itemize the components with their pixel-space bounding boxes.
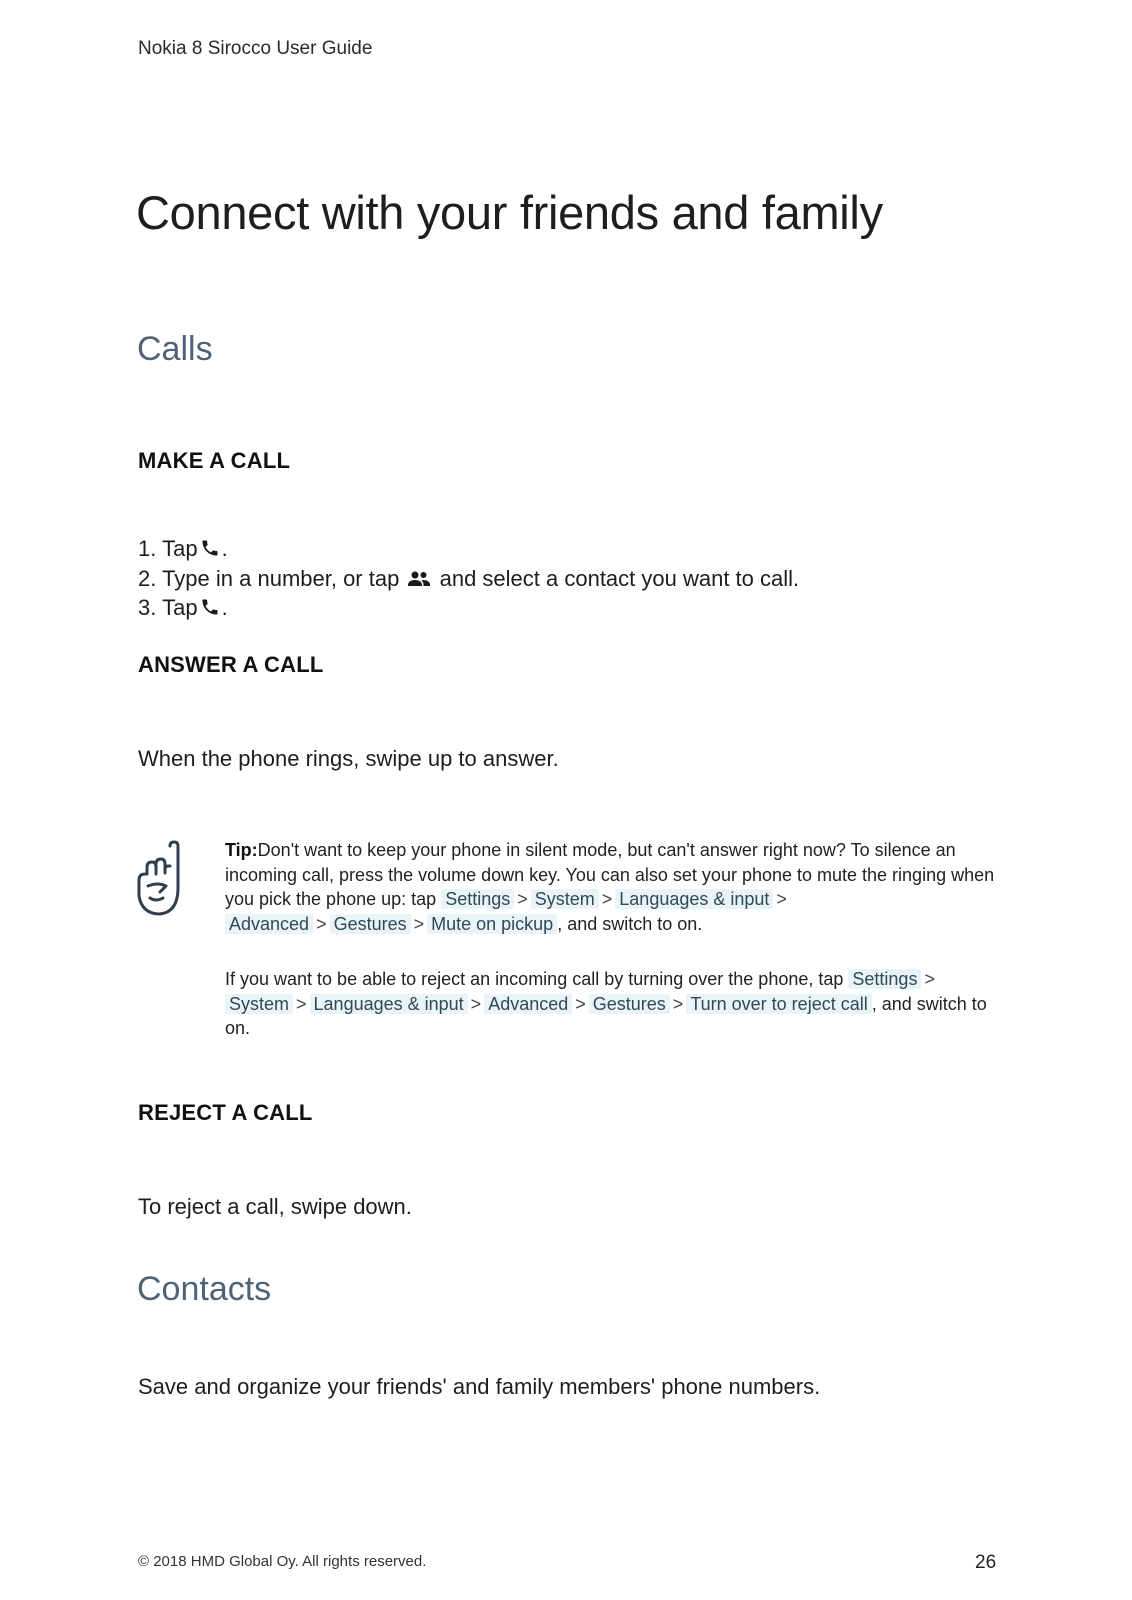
path-settings[interactable]: Settings	[441, 889, 514, 909]
path-advanced[interactable]: Advanced	[484, 994, 572, 1014]
path-turn-over-to-reject-call[interactable]: Turn over to reject call	[686, 994, 871, 1014]
hand-pointing-icon	[136, 840, 188, 918]
tip-text-2: If you want to be able to reject an incoming call by turning over the phone, tap	[225, 969, 844, 989]
page-number: 26	[975, 1552, 997, 1573]
footer-copyright: © 2018 HMD Global Oy. All rights reserved.	[138, 1553, 427, 1570]
tip-text-1: Don't want to keep your phone in silent mode, but can't answer right now? To silence an incoming call, press the volume down key. You can also set your phone to mute the ringing when you pick the phone up: tap	[225, 840, 995, 909]
path-separator: >	[776, 889, 787, 909]
phone-icon	[200, 595, 220, 625]
tip-text-2-end: , and switch to on.	[225, 993, 987, 1038]
answer-call-text: When the phone rings, swipe up to answer.	[138, 746, 559, 771]
step-2-number: 2.	[138, 566, 157, 591]
step-1-number: 1.	[138, 536, 157, 561]
tip-paragraph-1	[225, 838, 1005, 936]
path-mute-on-pickup[interactable]: Mute on pickup	[427, 914, 557, 934]
page-title: Connect with your friends and family	[136, 186, 883, 239]
phone-icon	[200, 536, 220, 566]
path-separator: >	[924, 969, 935, 989]
path-separator: >	[575, 993, 586, 1014]
reject-call-text: To reject a call, swipe down.	[138, 1194, 412, 1219]
tip-text-1-end: , and switch to on.	[557, 913, 703, 934]
path-advanced[interactable]: Advanced	[225, 914, 313, 934]
contacts-text: Save and organize your friends' and family members' phone numbers.	[138, 1374, 821, 1399]
path-system[interactable]: System	[225, 994, 293, 1014]
path-gestures[interactable]: Gestures	[330, 914, 411, 934]
section-title-contacts: Contacts	[137, 1270, 272, 1308]
step-1	[138, 534, 228, 564]
path-system[interactable]: System	[531, 889, 599, 909]
path-separator: >	[316, 913, 327, 934]
step-2	[138, 564, 799, 594]
path-separator: >	[470, 993, 482, 1014]
path-gestures[interactable]: Gestures	[589, 994, 670, 1014]
document-header: Nokia 8 Sirocco User Guide	[138, 38, 373, 59]
step-3-number: 3.	[138, 595, 157, 620]
section-title-calls: Calls	[137, 330, 213, 368]
step-3-text: Tap	[162, 595, 198, 620]
tip-paragraph-2	[225, 967, 1005, 1041]
tip-label: Tip:	[225, 840, 258, 860]
path-languages-input[interactable]: Languages & input	[310, 994, 468, 1014]
path-separator: >	[296, 993, 307, 1014]
people-icon	[407, 566, 431, 596]
step-1-text: Tap	[162, 536, 198, 561]
path-settings[interactable]: Settings	[848, 969, 921, 989]
path-separator: >	[517, 889, 528, 909]
heading-answer-a-call: ANSWER A CALL	[138, 652, 324, 677]
path-separator: >	[672, 993, 684, 1014]
heading-make-a-call: MAKE A CALL	[138, 448, 291, 473]
step-3	[138, 593, 228, 623]
step-1-end: .	[221, 536, 228, 561]
step-2-text: Type in a number, or tap	[162, 566, 400, 591]
step-3-end: .	[221, 595, 228, 620]
heading-reject-a-call: REJECT A CALL	[138, 1100, 313, 1125]
path-languages-input[interactable]: Languages & input	[615, 889, 773, 909]
path-separator: >	[601, 889, 613, 909]
path-separator: >	[413, 913, 425, 934]
step-2-end: and select a contact you want to call.	[439, 566, 800, 591]
